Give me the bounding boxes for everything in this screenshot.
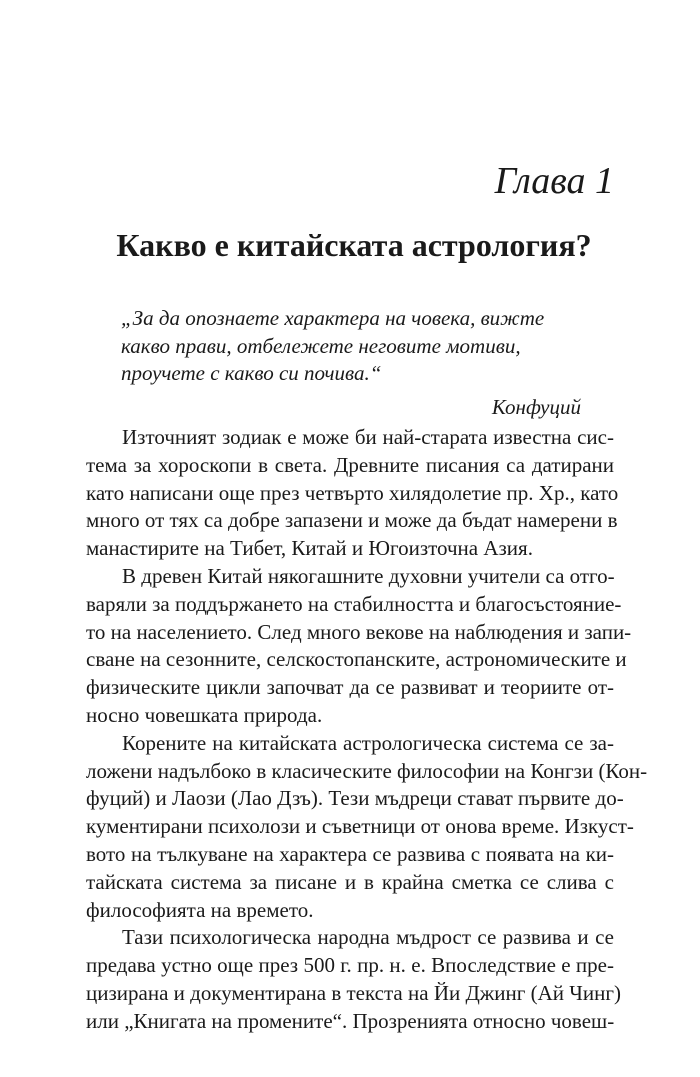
text-line: предава устно още през 500 г. пр. н. е. Впоследствие е пре- <box>86 953 614 978</box>
text-line: то на населението. След много векове на наблюдения и запи- <box>86 619 632 644</box>
epigraph-line: проучете с какво си почива.“ <box>121 361 382 385</box>
paragraph-3 <box>86 730 648 925</box>
epigraph-author: Конфуций <box>491 394 581 419</box>
epigraph <box>121 305 581 421</box>
text-line: тема за хороскопи в света. Древните писания са датирани <box>86 452 614 477</box>
text-line: ложени надълбоко в класическите философии на Конгзи (Кон- <box>86 758 648 783</box>
paragraph-2 <box>86 563 632 730</box>
epigraph-quote <box>121 305 581 388</box>
text-line: вото на тълкуване на характера се развива с появата на ки- <box>86 841 614 866</box>
epigraph-line: „За да опознаете характера на човека, вижте <box>121 306 545 330</box>
text-line: като написани още през четвърто хилядолетие пр. Хр., като <box>86 480 619 505</box>
text-line: В древен Китай някогашните духовни учители са отго- <box>122 563 615 588</box>
text-line: Тази психологическа народна мъдрост се развива и се <box>122 925 614 950</box>
chapter-title: Какво е китайската астрология? <box>116 227 592 263</box>
text-line: варяли за поддържането на стабилността и благосъстояние- <box>86 591 622 616</box>
body-text <box>86 424 648 1036</box>
chapter-label: Глава 1 <box>494 160 614 202</box>
paragraph-1 <box>86 424 619 563</box>
text-line: тайската система за писане и в крайна сметка се слива с <box>86 869 614 894</box>
text-line: носно човешката природа. <box>86 702 323 727</box>
text-line: манастирите на Тибет, Китай и Югоизточна Азия. <box>86 536 533 561</box>
text-line: кументирани психолози и съветници от онова време. Изкуст- <box>86 814 634 839</box>
text-line: физическите цикли започват да се развиват и теориите от- <box>86 675 614 700</box>
text-line: сване на сезонните, селскостопанските, астрономическите и <box>86 647 627 672</box>
text-line: философията на времето. <box>86 897 314 922</box>
paragraph-4 <box>86 924 622 1035</box>
text-line: Източният зодиак е може би най-старата известна сис- <box>122 425 614 449</box>
epigraph-line: какво прави, отбележете неговите мотиви, <box>121 333 521 358</box>
text-line: цизирана и документирана в текста на Йи Джинг (Ай Чинг) <box>86 980 622 1005</box>
text-line: фуций) и Лаози (Лао Дзъ). Тези мъдреци стават първите до- <box>86 786 624 811</box>
text-line: или „Книгата на промените“. Прозренията относно човеш- <box>86 1008 615 1033</box>
text-line: много от тях са добре запазени и може да бъдат намерени в <box>86 508 618 533</box>
text-line: Корените на китайската астрологическа система се за- <box>122 730 614 755</box>
